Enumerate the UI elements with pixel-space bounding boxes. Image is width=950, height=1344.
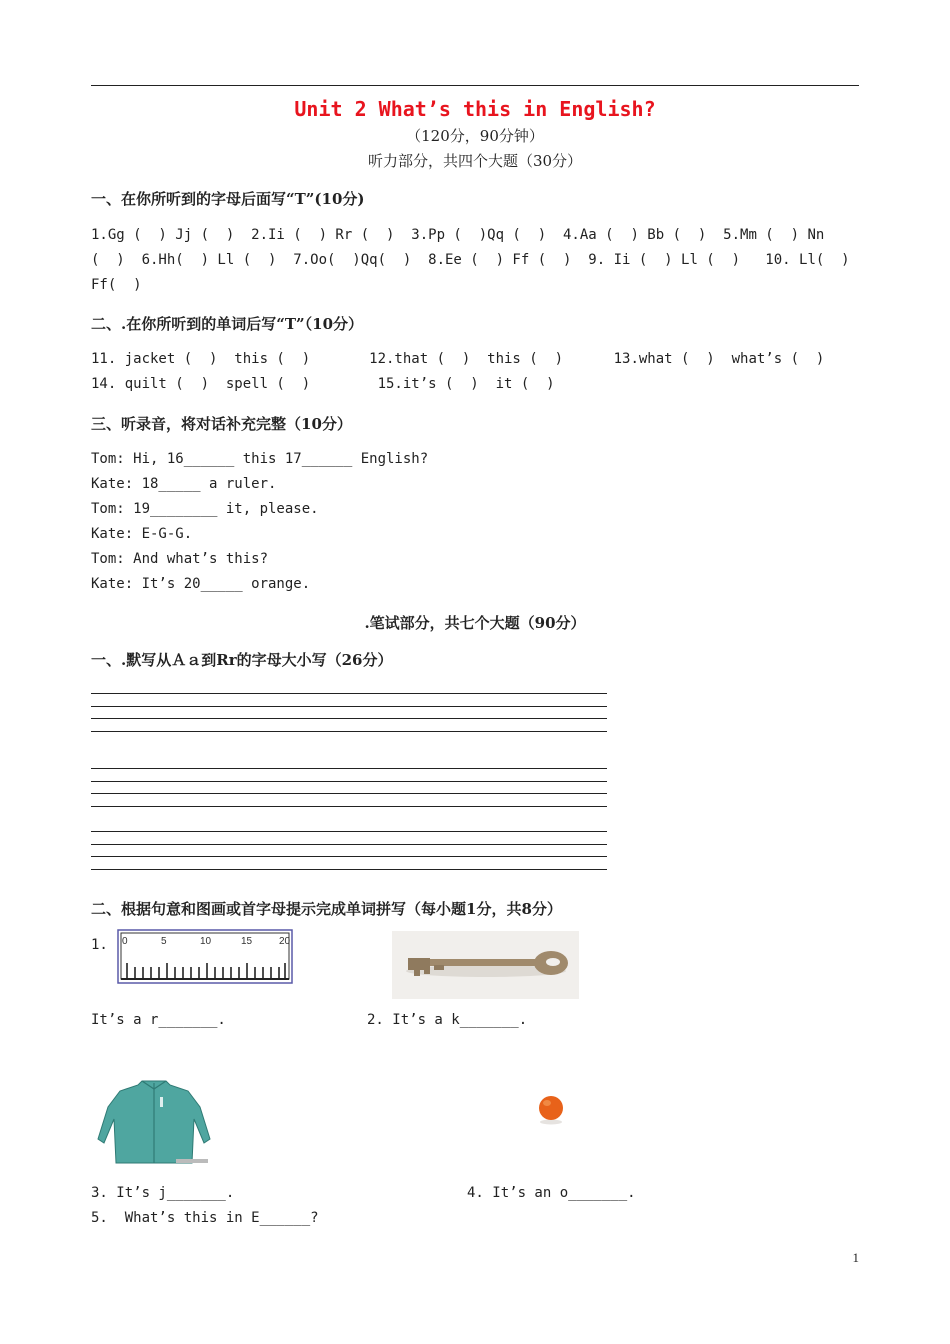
- listening-s2-line: 11. jacket ( ) this ( ) 12.that ( ) this ( ) 13.what ( ) what’s ( ): [91, 351, 825, 367]
- listening-header: 听力部分，共四个大题（30分）: [367, 152, 583, 170]
- ruler-tick-label: 10: [200, 936, 212, 947]
- page-title: Unit 2 What’s this in English?: [294, 97, 656, 121]
- question-3: 3. It’s j_______.: [91, 1185, 235, 1201]
- key-picture: [392, 931, 579, 999]
- question-2: 2. It’s a k_______.: [367, 1012, 528, 1028]
- written-s2-heading: 二、根据句意和图画或首字母提示完成单词拼写（每小题1分，共8分）: [91, 900, 562, 918]
- ruler-tick-label: 20: [279, 936, 291, 947]
- listening-s2-line: 14. quilt ( ) spell ( ) 15.it’s ( ) it ( ): [91, 376, 555, 392]
- writing-line: [91, 856, 607, 857]
- ruler-picture: [117, 929, 293, 984]
- listening-s2-heading: 二、.在你所听到的单词后写“T”（10分）: [91, 315, 364, 333]
- writing-line: [91, 706, 607, 707]
- dialogue-line: Kate: It’s 20_____ orange.: [91, 576, 311, 592]
- writing-line: [91, 793, 607, 794]
- ruler-tick-label: 0: [122, 936, 128, 947]
- top-rule: [91, 85, 859, 86]
- subtitle: （120分，90分钟）: [406, 127, 544, 145]
- question-4: 4. It’s an o_______.: [467, 1185, 636, 1201]
- orange-picture: [536, 1092, 566, 1126]
- listening-s3-heading: 三、听录音，将对话补充完整（10分）: [91, 415, 352, 433]
- writing-line: [91, 781, 607, 782]
- page-number: 1: [852, 1250, 859, 1265]
- writing-line: [91, 869, 607, 870]
- dialogue-line: Tom: Hi, 16______ this 17______ English?: [91, 451, 429, 467]
- listening-s1-line: 1.Gg ( ) Jj ( ) 2.Ii ( ) Rr ( ) 3.Pp ( )Qq ( ) 4.Aa ( ) Bb ( ) 5.Mm ( ) Nn: [91, 227, 825, 243]
- listening-s1-line: ( ) 6.Hh( ) Ll ( ) 7.Oo( )Qq( ) 8.Ee ( ) Ff ( ) 9. Ii ( ) Ll ( ) 10. Ll( ): [91, 252, 850, 268]
- question-number: 1.: [91, 937, 108, 953]
- ruler-tick-label: 5: [161, 936, 167, 947]
- dialogue-line: Tom: 19________ it, please.: [91, 501, 319, 517]
- writing-line: [91, 718, 607, 719]
- written-header: .笔试部分，共七个大题（90分）: [364, 614, 586, 632]
- question-1: It’s a r_______.: [91, 1012, 226, 1028]
- writing-line: [91, 693, 607, 694]
- jacket-picture: [96, 1077, 212, 1167]
- writing-line: [91, 831, 607, 832]
- writing-line: [91, 844, 607, 845]
- writing-line: [91, 731, 607, 732]
- question-5: 5. What’s this in E______?: [91, 1210, 319, 1226]
- dialogue-line: Kate: 18_____ a ruler.: [91, 476, 277, 492]
- dialogue-line: Tom: And what’s this?: [91, 551, 269, 567]
- writing-line: [91, 768, 607, 769]
- ruler-tick-label: 15: [241, 936, 253, 947]
- listening-s1-heading: 一、在你所听到的字母后面写“T”(10分): [91, 190, 365, 208]
- dialogue-line: Kate: E-G-G.: [91, 526, 193, 542]
- writing-line: [91, 806, 607, 807]
- listening-s1-line: Ff( ): [91, 277, 142, 293]
- written-s1-heading: 一、.默写从Ａａ到Rr的字母大小写（26分）: [91, 651, 393, 669]
